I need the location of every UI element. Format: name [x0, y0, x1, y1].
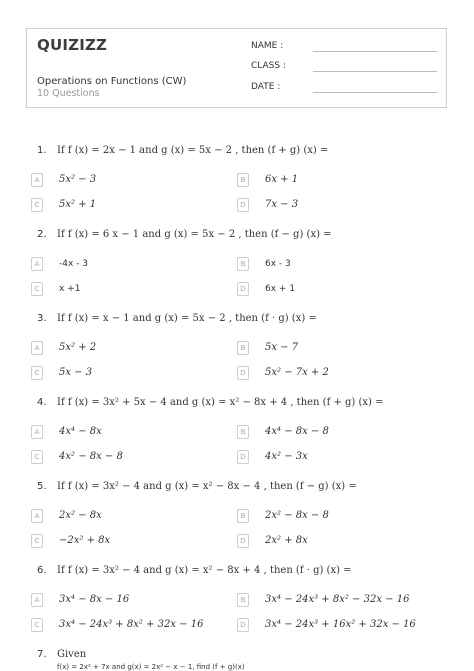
option-letter-badge: B	[237, 509, 249, 523]
question-prompt: If f (x) = 3x² − 4 and g (x) = x² − 8x + 4 , then (f · g) (x) =	[57, 565, 352, 576]
question-prompt: If f (x) = 3x² + 5x − 4 and g (x) = x² − 8x + 4 , then (f + g) (x) =	[57, 397, 384, 408]
question-number: 4.	[37, 397, 47, 408]
date-label: DATE :	[251, 82, 281, 92]
option-letter-badge: C	[31, 282, 43, 296]
option-text: 6x - 3	[265, 259, 291, 269]
question-number: 6.	[37, 565, 47, 576]
question-prompt: If f (x) = 6 x − 1 and g (x) = 5x − 2 , then (f − g) (x) =	[57, 229, 332, 240]
question-7	[37, 649, 86, 660]
question-6	[37, 565, 352, 576]
question-number: 1.	[37, 145, 47, 156]
option-letter-badge: D	[237, 198, 249, 212]
question-5	[37, 481, 357, 492]
option-letter-badge: A	[31, 341, 43, 355]
option-letter-badge: A	[31, 257, 43, 271]
option-text: 6x + 1	[265, 174, 299, 185]
option-text: 5x² − 7x + 2	[265, 367, 329, 378]
option-text: 5x² + 1	[59, 199, 97, 210]
option-letter-badge: B	[237, 173, 249, 187]
question-1	[37, 145, 328, 156]
option-letter-badge: A	[31, 593, 43, 607]
quizizz-logo: QUIZIZZ	[37, 36, 108, 54]
option-text: 3x⁴ − 24x³ + 8x² + 32x − 16	[59, 619, 204, 630]
option-letter-badge: B	[237, 257, 249, 271]
question-extra: f(x) = 2x² + 7x and g(x) = 2x² − x − 1, find (f + g)(x)	[57, 663, 245, 671]
option-text: 5x² − 3	[59, 174, 97, 185]
question-prompt: Given	[57, 649, 87, 660]
option-letter-badge: A	[31, 509, 43, 523]
option-letter-badge: B	[237, 425, 249, 439]
option-letter-badge: D	[237, 282, 249, 296]
question-4	[37, 397, 384, 408]
date-line	[313, 92, 437, 93]
option-text: 5x² + 2	[59, 342, 97, 353]
question-prompt: If f (x) = x − 1 and g (x) = 5x − 2 , then (f · g) (x) =	[57, 313, 317, 324]
class-line	[313, 71, 437, 72]
worksheet-header	[26, 28, 447, 108]
name-label: NAME :	[251, 41, 284, 51]
option-text: -4x - 3	[59, 259, 88, 269]
question-number: 2.	[37, 229, 47, 240]
question-prompt: If f (x) = 3x² − 4 and g (x) = x² − 8x − 4 , then (f − g) (x) =	[57, 481, 357, 492]
option-letter-badge: C	[31, 534, 43, 548]
date-field[interactable]	[251, 82, 280, 92]
option-text: 2x² − 8x	[59, 510, 102, 521]
option-text: 6x + 1	[265, 284, 296, 294]
option-text: 3x⁴ − 24x³ + 8x² − 32x − 16	[265, 594, 410, 605]
option-letter-badge: B	[237, 593, 249, 607]
option-text: 5x − 7	[265, 342, 299, 353]
option-letter-badge: D	[237, 534, 249, 548]
worksheet-title: Operations on Functions (CW)	[37, 76, 187, 87]
option-letter-badge: B	[237, 341, 249, 355]
option-text: x +1	[59, 284, 81, 294]
option-text: 4x⁴ − 8x − 8	[265, 426, 329, 437]
question-3	[37, 313, 317, 324]
option-letter-badge: D	[237, 450, 249, 464]
option-letter-badge: A	[31, 173, 43, 187]
option-letter-badge: C	[31, 198, 43, 212]
option-text: 7x − 3	[265, 199, 299, 210]
option-letter-badge: A	[31, 425, 43, 439]
option-text: 2x² + 8x	[265, 535, 308, 546]
question-number: 5.	[37, 481, 47, 492]
option-text: −2x² + 8x	[59, 535, 111, 546]
option-text: 2x² − 8x − 8	[265, 510, 329, 521]
option-letter-badge: D	[237, 366, 249, 380]
question-number: 7.	[37, 649, 47, 660]
option-letter-badge: C	[31, 618, 43, 632]
question-2	[37, 229, 332, 240]
class-field[interactable]	[251, 61, 286, 71]
question-count: 10 Questions	[37, 88, 100, 99]
class-label: CLASS :	[251, 61, 286, 71]
question-number: 3.	[37, 313, 47, 324]
option-letter-badge: C	[31, 450, 43, 464]
question-prompt: If f (x) = 2x − 1 and g (x) = 5x − 2 , then (f + g) (x) =	[57, 145, 329, 156]
name-field[interactable]	[251, 41, 283, 51]
option-text: 5x − 3	[59, 367, 93, 378]
option-letter-badge: C	[31, 366, 43, 380]
option-text: 4x² − 3x	[265, 451, 308, 462]
option-text: 3x⁴ − 8x − 16	[59, 594, 130, 605]
option-text: 4x⁴ − 8x	[59, 426, 102, 437]
name-line	[313, 51, 437, 52]
option-text: 4x² − 8x − 8	[59, 451, 123, 462]
option-text: 3x⁴ − 24x³ + 16x² + 32x − 16	[265, 619, 416, 630]
option-letter-badge: D	[237, 618, 249, 632]
